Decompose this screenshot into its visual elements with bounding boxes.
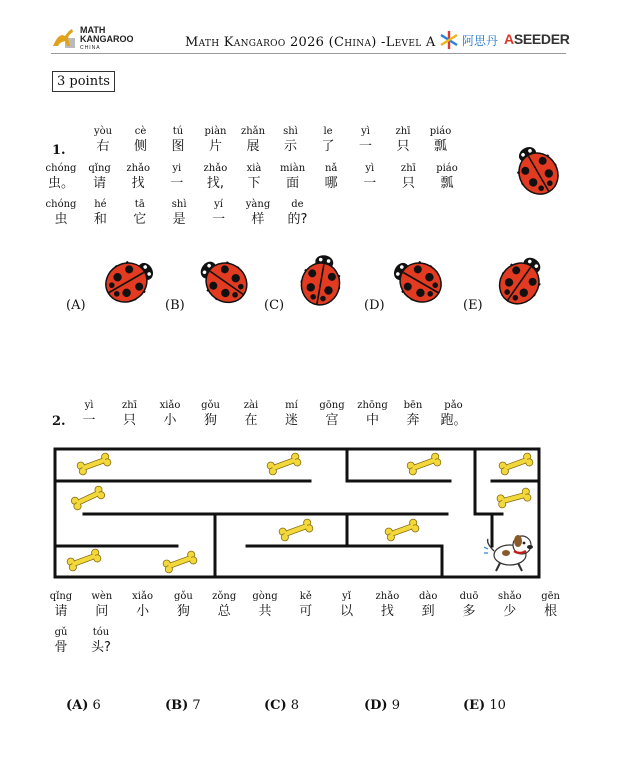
pinyin: yòu: [93, 126, 113, 137]
pinyin: zhōng: [357, 400, 388, 411]
hanzi: 只: [122, 413, 136, 428]
pinyin: kě: [299, 591, 312, 602]
bone-icon: [496, 487, 531, 508]
choice-a-ladybug-icon[interactable]: [100, 252, 158, 310]
hanzi: 和: [93, 212, 107, 227]
pinyin: wèn: [91, 591, 113, 602]
pinyin: miàn: [280, 163, 306, 174]
hanzi: 总: [217, 604, 231, 619]
logo-line1: MATH: [80, 25, 106, 35]
hanzi: 在: [244, 413, 258, 428]
pinyin: qǐng: [88, 163, 111, 174]
hanzi: 它: [133, 212, 147, 227]
pinyin: yì: [365, 163, 375, 174]
pinyin: zài: [243, 400, 259, 411]
hanzi: 找,: [206, 176, 224, 191]
hanzi: 骨: [54, 640, 68, 655]
points-label: 3 points: [52, 71, 115, 92]
hanzi: 奔: [406, 413, 420, 428]
pinyin: tú: [172, 126, 184, 137]
pinyin: duō: [459, 591, 479, 602]
brand-en-rest: SEEDER: [513, 31, 570, 47]
bone-icon: [66, 548, 102, 572]
pinyin: yi: [172, 163, 182, 174]
pinyin: gēn: [541, 591, 560, 602]
hanzi: 以: [340, 604, 354, 619]
hanzi: 哪: [324, 176, 338, 191]
choice-e-ladybug-icon[interactable]: [492, 252, 550, 310]
pinyin: zhǎo: [126, 163, 151, 174]
pinyin: piáo: [429, 126, 452, 137]
bone-icon: [384, 518, 420, 542]
answer-value: 9: [387, 698, 400, 713]
hanzi: 中: [365, 413, 379, 428]
hanzi: 跑。: [440, 413, 467, 428]
answer-e-option[interactable]: [463, 698, 506, 713]
pinyin: le: [323, 126, 333, 137]
pinyin: gǒu: [173, 591, 193, 602]
hanzi: 请: [93, 176, 107, 191]
pinyin: xiǎo: [132, 591, 153, 602]
answer-letter: (B): [165, 698, 189, 713]
pinyin: nǎ: [324, 163, 338, 174]
answer-b-option[interactable]: [165, 698, 201, 713]
answer-letter: (A): [66, 698, 89, 713]
ladybug-icon: [385, 251, 448, 311]
pinyin: mí: [285, 400, 298, 411]
hanzi: 一: [82, 413, 96, 428]
bone-icon: [162, 550, 198, 574]
header-divider: [51, 53, 566, 54]
pinyin: gòng: [252, 591, 278, 602]
hanzi: 一: [363, 176, 377, 191]
pinyin: zhī: [395, 126, 411, 137]
answer-letter: (D): [364, 698, 388, 713]
pinyin: zhǎn: [240, 126, 266, 137]
hanzi: 样: [251, 212, 265, 227]
pinyin: zhǎo: [203, 163, 228, 174]
choice-b-label[interactable]: (B): [165, 298, 185, 313]
bone-icon: [266, 452, 302, 476]
hanzi: 一: [170, 176, 184, 191]
pinyin: xiǎo: [159, 400, 181, 411]
brand-name-en: [504, 31, 570, 47]
answer-letter: (E): [463, 698, 486, 713]
hanzi: 虫。: [47, 176, 74, 191]
hanzi: 多: [462, 604, 476, 619]
hanzi: 片: [208, 139, 222, 154]
hanzi: 迷: [284, 413, 298, 428]
answer-letter: (C): [264, 698, 287, 713]
hanzi: 找: [380, 604, 394, 619]
math-kangaroo-logo: [80, 26, 134, 53]
hanzi: 图: [171, 139, 185, 154]
hanzi: 的?: [287, 212, 308, 227]
pinyin: dào: [418, 591, 438, 602]
pinyin: yì: [361, 126, 370, 137]
answer-value: 6: [88, 698, 101, 713]
hanzi: 面: [286, 176, 300, 191]
hanzi: 示: [283, 139, 297, 154]
pinyin: gǔ: [54, 627, 68, 638]
hanzi: 根: [544, 604, 558, 619]
asterisk-star-icon: [439, 30, 459, 50]
brand-en-prefix: A: [504, 31, 514, 47]
hanzi: 到: [421, 604, 435, 619]
pinyin: yí: [214, 199, 224, 210]
pinyin: yǐ: [342, 591, 352, 602]
choice-b-ladybug-icon[interactable]: [195, 252, 253, 310]
ladybug-icon: [297, 252, 345, 308]
pinyin: qǐng: [49, 591, 73, 602]
choice-d-label[interactable]: (D): [364, 298, 385, 313]
choice-e-label[interactable]: (E): [463, 298, 483, 313]
pinyin: cè: [134, 126, 147, 137]
hanzi: 只: [401, 176, 415, 191]
pinyin: shì: [283, 126, 298, 137]
bone-icon: [70, 485, 106, 511]
page-title: Math Kangaroo 2026 (China) -Level A: [185, 35, 436, 50]
answer-value: 7: [188, 698, 201, 713]
choice-c-label[interactable]: (C): [264, 298, 285, 313]
question-2-number: 2.: [52, 414, 66, 429]
pinyin: shǎo: [498, 591, 522, 602]
hanzi: 少: [503, 604, 517, 619]
pinyin: tóu: [92, 627, 110, 638]
hanzi: 狗: [176, 604, 190, 619]
pinyin: chóng: [45, 163, 77, 174]
hanzi: 侧: [133, 139, 147, 154]
pinyin: hé: [94, 199, 107, 210]
hanzi: 头?: [91, 640, 111, 655]
pinyin: de: [291, 199, 304, 210]
hanzi: 只: [396, 139, 410, 154]
pinyin: tā: [134, 199, 145, 210]
hanzi: 一: [212, 212, 226, 227]
hanzi: 可: [299, 604, 313, 619]
pinyin: bēn: [403, 400, 423, 411]
bone-icon: [76, 452, 112, 476]
hanzi: 瓢: [433, 139, 447, 154]
question-1-number: 1.: [52, 143, 66, 158]
pinyin: piáo: [436, 163, 458, 174]
answer-c-option[interactable]: [264, 698, 299, 713]
answer-value: 8: [286, 698, 300, 713]
pinyin: gǒu: [201, 400, 220, 411]
maze-diagram: [52, 446, 542, 580]
ladybug-icon: [98, 251, 161, 311]
ladybug-icon: [191, 250, 255, 311]
ladybug-icon: [491, 248, 552, 312]
hanzi: 宫: [325, 413, 339, 428]
hanzi: 展: [246, 139, 260, 154]
hanzi: 狗: [203, 413, 217, 428]
answer-value: 10: [485, 698, 506, 713]
hanzi: 共: [258, 604, 272, 619]
pinyin: xià: [246, 163, 262, 174]
bone-icon: [406, 452, 442, 476]
pinyin: piàn: [204, 126, 227, 137]
hanzi: 找: [131, 176, 145, 191]
hanzi: 小: [163, 413, 177, 428]
hanzi: 下: [247, 176, 261, 191]
answer-a-option[interactable]: [66, 698, 101, 713]
pinyin: zhǎo: [375, 591, 400, 602]
choice-a-label[interactable]: (A): [66, 298, 86, 313]
pinyin: shì: [171, 199, 187, 210]
hanzi: 虫: [54, 212, 68, 227]
pinyin: yì: [84, 400, 94, 411]
answer-d-option[interactable]: [364, 698, 400, 713]
hanzi: 问: [95, 604, 109, 619]
pinyin: zǒng: [212, 591, 237, 602]
hanzi: 请: [54, 604, 68, 619]
hanzi: 瓢: [440, 176, 454, 191]
hanzi: 是: [172, 212, 186, 227]
choice-d-ladybug-icon[interactable]: [389, 252, 447, 310]
logo-line3: CHINA: [80, 45, 101, 51]
kangaroo-icon: [51, 26, 77, 50]
reference-ladybug-icon: [508, 142, 566, 200]
pinyin: yàng: [245, 199, 271, 210]
pinyin: chóng: [45, 199, 77, 210]
pinyin: pǎo: [444, 400, 463, 411]
pinyin: zhī: [122, 400, 137, 411]
hanzi: 一: [358, 139, 372, 154]
hanzi: 小: [136, 604, 150, 619]
logo-line2: KANGAROO: [80, 34, 134, 44]
ladybug-icon: [507, 138, 567, 201]
pinyin: gōng: [319, 400, 345, 411]
choice-c-ladybug-icon[interactable]: [292, 252, 350, 310]
pinyin: zhī: [400, 163, 416, 174]
maze-walls: [55, 449, 539, 577]
bone-icon: [278, 518, 314, 542]
hanzi: 右: [96, 139, 110, 154]
bone-icon: [498, 452, 534, 476]
hanzi: 了: [321, 139, 335, 154]
brand-name-cn: 阿思丹: [462, 34, 499, 48]
